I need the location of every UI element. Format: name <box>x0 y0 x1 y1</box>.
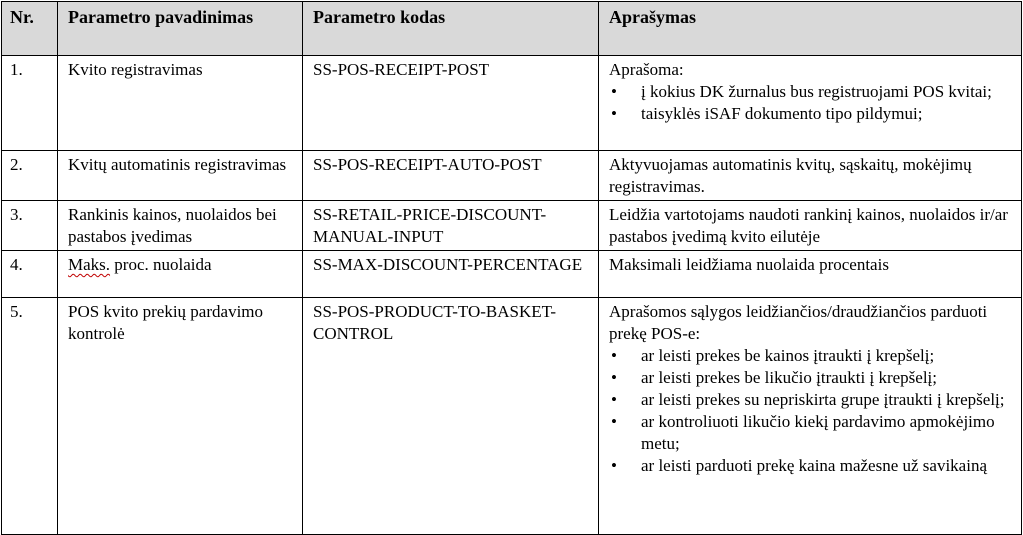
bullet-item: • ar leisti prekes be kainos įtraukti į krepšelį; <box>609 345 1011 367</box>
parameter-name: Rankinis kainos, nuolaidos bei pastabos įvedimas <box>58 201 303 251</box>
parameter-name: Kvito registravimas <box>58 56 303 151</box>
description-bullet-list <box>609 345 1011 477</box>
description-intro: Aprašoma: <box>609 60 684 79</box>
header-description: Aprašymas <box>599 2 1022 56</box>
parameter-name: POS kvito prekių pardavimo kontrolė <box>58 298 303 535</box>
parameter-description: Aktyvuojamas automatinis kvitų, sąskaitų, mokėjimų registravimas. <box>599 151 1022 201</box>
parameters-table-container <box>1 1 1021 535</box>
parameter-description: Leidžia vartotojams naudoti rankinį kainos, nuolaidos ir/ar pastabos įvedimą kvito eilutėje <box>599 201 1022 251</box>
parameter-description: Maksimali leidžiama nuolaida procentais <box>599 251 1022 298</box>
parameter-code: SS-POS-PRODUCT-TO-BASKET-CONTROL <box>303 298 599 535</box>
parameter-name: Kvitų automatinis registravimas <box>58 151 303 201</box>
bullet-text: taisyklės iSAF dokumento tipo pildymui; <box>641 104 923 123</box>
table-row <box>2 56 1022 151</box>
header-parameter-code: Parametro kodas <box>303 2 599 56</box>
table-row <box>2 298 1022 535</box>
table-header-row <box>2 2 1022 56</box>
parameter-name <box>58 251 303 298</box>
row-number: 1. <box>2 56 58 151</box>
parameter-code: SS-MAX-DISCOUNT-PERCENTAGE <box>303 251 599 298</box>
parameter-name-rest: proc. nuolaida <box>110 255 212 274</box>
parameter-code: SS-RETAIL-PRICE-DISCOUNT-MANUAL-INPUT <box>303 201 599 251</box>
bullet-item: • į kokius DK žurnalus bus registruojami POS kvitai; <box>609 81 1011 103</box>
bullet-item: • ar leisti parduoti prekę kaina mažesne už savikainą <box>609 455 1011 477</box>
bullet-item <box>609 103 1011 125</box>
parameters-table <box>1 1 1022 535</box>
bullet-item: • ar leisti prekes be likučio įtraukti į krepšelį; <box>609 367 1011 389</box>
bullet-item: • ar kontroliuoti likučio kiekį pardavimo apmokėjimo metu; <box>609 411 1011 455</box>
table-row <box>2 251 1022 298</box>
header-parameter-name: Parametro pavadinimas <box>58 2 303 56</box>
description-bullet-list <box>609 81 1011 125</box>
table-row <box>2 151 1022 201</box>
parameter-code: SS-POS-RECEIPT-AUTO-POST <box>303 151 599 201</box>
description-intro: Aprašomos sąlygos leidžiančios/draudžiančios parduoti prekę POS-e: <box>609 302 988 343</box>
parameter-code: SS-POS-RECEIPT-POST <box>303 56 599 151</box>
row-number: 5. <box>2 298 58 535</box>
parameter-name-prefix: Maks. <box>68 255 111 274</box>
parameter-description <box>599 298 1022 535</box>
table-row <box>2 201 1022 251</box>
header-nr: Nr. <box>2 2 58 56</box>
bullet-item: • ar leisti prekes su nepriskirta grupe įtraukti į krepšelį; <box>609 389 1011 411</box>
row-number: 2. <box>2 151 58 201</box>
row-number: 4. <box>2 251 58 298</box>
parameter-description <box>599 56 1022 151</box>
row-number: 3. <box>2 201 58 251</box>
